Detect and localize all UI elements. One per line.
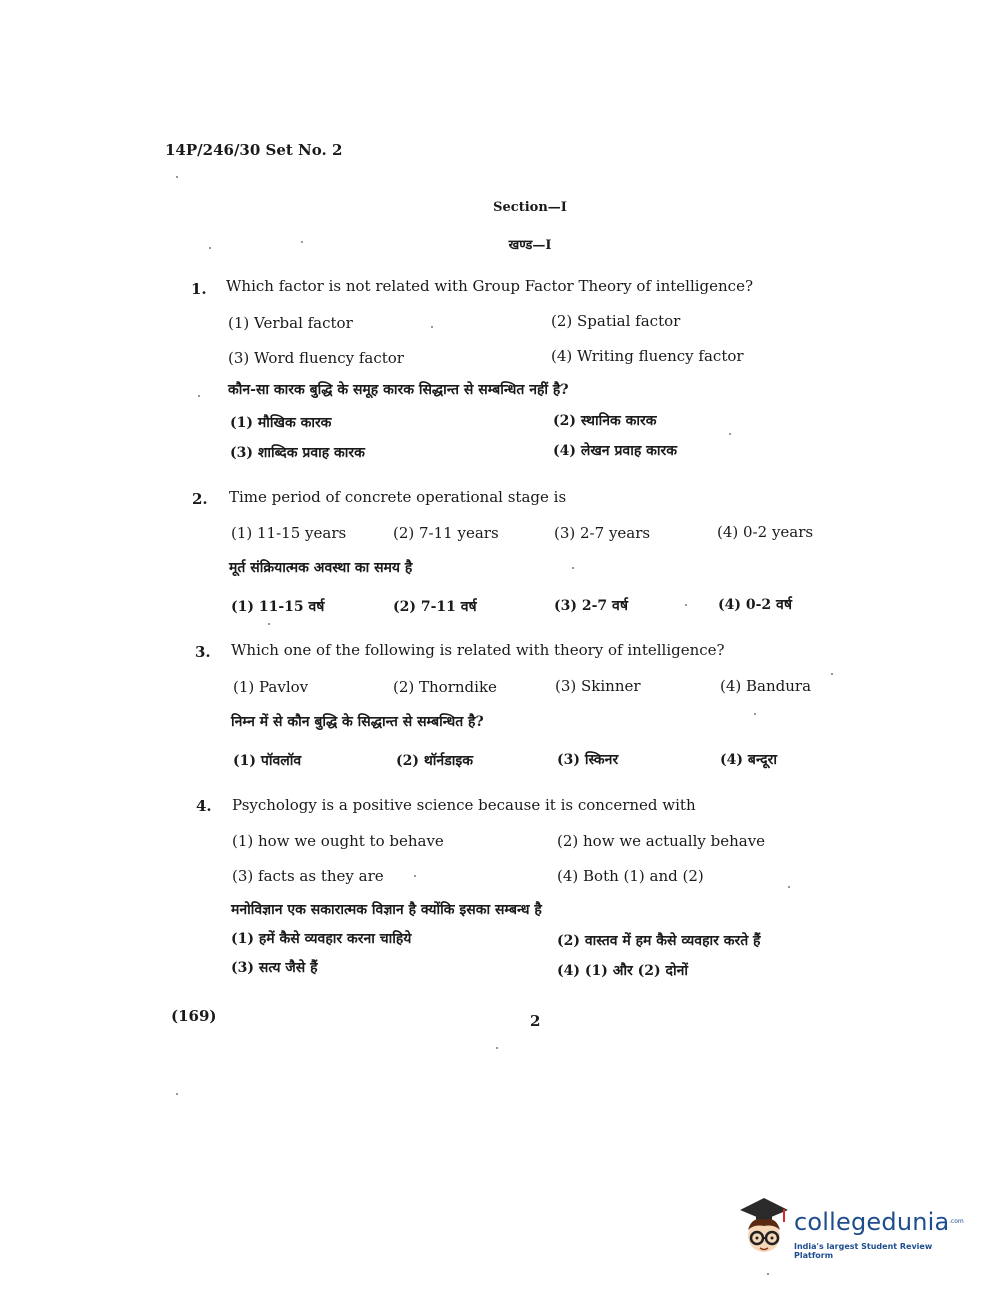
option-1-hindi: (1) 11-15 वर्ष [231,599,325,615]
option-1-english: (1) Pavlov [233,678,309,696]
section-title-hindi: खण्ड—I [508,238,552,253]
paper-code: 14P/246/30 Set No. 2 [165,141,343,159]
option-1-english: (1) how we ought to behave [232,832,444,850]
option-2-english: (2) Thorndike [393,678,497,696]
scan-speck [414,875,416,877]
question-number: 1. [191,280,207,298]
scan-speck [268,623,270,625]
option-2-hindi: (2) 7-11 वर्ष [393,599,477,615]
option-3-english: (3) Word fluency factor [228,349,404,367]
option-2-hindi: (2) स्थानिक कारक [553,413,657,429]
option-4-hindi: (4) 0-2 वर्ष [718,597,792,613]
logo-domain-suffix: .com [949,1218,964,1225]
option-3-english: (3) facts as they are [232,867,384,885]
option-1-english: (1) 11-15 years [231,524,347,542]
scan-speck [788,886,790,888]
option-4-english: (4) Writing fluency factor [551,347,744,365]
footer-code: (169) [171,1007,217,1025]
scan-speck [496,1047,498,1049]
scan-speck [767,1273,769,1275]
option-2-english: (2) how we actually behave [557,832,766,850]
question-text-english: Which factor is not related with Group Factor Theory of intelligence? [226,277,753,295]
scan-speck [301,241,303,243]
option-2-english: (2) 7-11 years [393,524,499,542]
mascot-icon [734,1196,794,1266]
question-number: 4. [196,797,212,815]
scan-speck [176,1093,178,1095]
question-text-english: Time period of concrete operational stage is [229,488,567,506]
option-1-hindi: (1) मौखिक कारक [230,415,332,431]
question-text-hindi: मूर्त संक्रियात्मक अवस्था का समय है [229,560,413,576]
option-2-hindi: (2) थॉर्नडाइक [396,753,473,769]
scan-speck [209,247,211,249]
option-3-english: (3) 2-7 years [554,524,651,542]
collegedunia-logo [734,1196,964,1266]
option-3-hindi: (3) स्किनर [557,752,619,768]
scan-speck [176,176,178,178]
scan-speck [572,567,574,569]
scan-speck [431,326,433,328]
option-3-hindi: (3) 2-7 वर्ष [554,598,628,614]
page-number: 2 [530,1012,541,1030]
scan-speck [685,604,687,606]
option-4-hindi: (4) बन्दूरा [720,752,777,768]
question-text-hindi: कौन-सा कारक बुद्धि के समूह कारक सिद्धान्त से सम्बन्धित नहीं है? [228,382,569,398]
option-2-hindi: (2) वास्तव में हम कैसे व्यवहार करते हैं [557,933,761,949]
question-text-english: Psychology is a positive science because it is concerned with [232,796,696,814]
logo-wordmark: collegedunia [794,1208,950,1236]
section-title-english: Section—I [493,200,567,215]
option-1-hindi: (1) हमें कैसे व्यवहार करना चाहिये [231,931,412,947]
question-text-hindi: मनोविज्ञान एक सकारात्मक विज्ञान है क्योंकि इसका सम्बन्ध है [231,902,542,918]
scan-speck [198,395,200,397]
option-4-english: (4) Bandura [720,677,812,695]
question-text-hindi: निम्न में से कौन बुद्धि के सिद्धान्त से सम्बन्धित है? [231,714,484,730]
option-3-english: (3) Skinner [555,677,641,695]
question-text-english: Which one of the following is related with theory of intelligence? [231,641,725,659]
option-1-english: (1) Verbal factor [228,314,353,332]
option-4-hindi: (4) लेखन प्रवाह कारक [553,443,677,459]
option-2-english: (2) Spatial factor [551,312,681,330]
logo-tagline: India's largest Student Review Platform [794,1242,933,1260]
option-4-english: (4) 0-2 years [717,523,814,541]
question-number: 2. [192,490,208,508]
question-number: 3. [195,643,211,661]
option-4-english: (4) Both (1) and (2) [557,867,704,885]
scan-speck [831,673,833,675]
option-4-hindi: (4) (1) और (2) दोनों [557,963,688,979]
option-1-hindi: (1) पॉवलॉव [233,753,302,769]
option-3-hindi: (3) सत्य जैसे हैं [231,960,318,976]
scan-speck [729,433,731,435]
scan-speck [754,713,756,715]
option-3-hindi: (3) शाब्दिक प्रवाह कारक [230,445,365,461]
